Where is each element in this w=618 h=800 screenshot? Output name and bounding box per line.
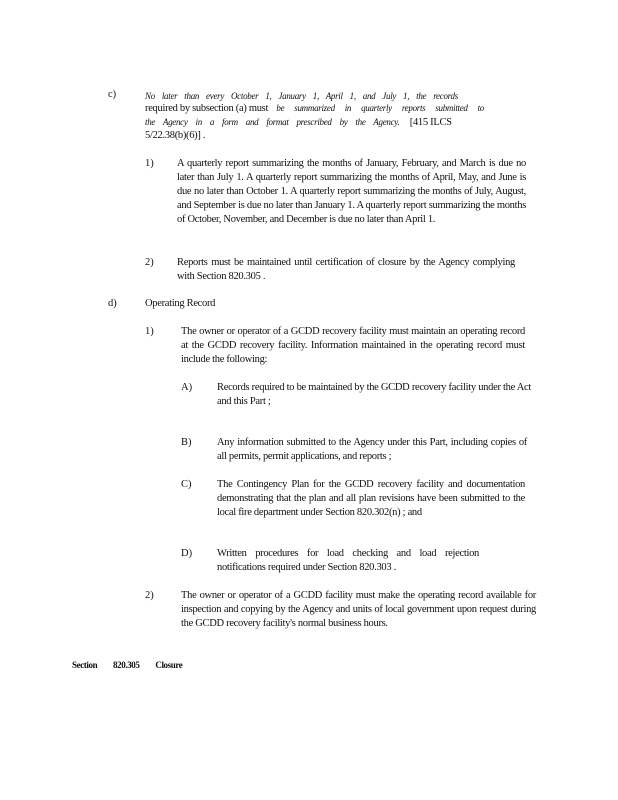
d-item1-sub-a-text: Records required to be maintained by the GCDD recovery facility under the Act and this Part ;	[217, 382, 531, 407]
statute-citation: [415 ILCS	[409, 117, 452, 128]
subsection-c-line2-italic: be summarized in quarterly reports submitted to	[276, 103, 484, 113]
subsection-c-line2-regular: required by subsection (a) must	[145, 103, 269, 114]
c-item2-text: Reports must be maintained until certification of closure by the Agency complying with Section 820.305 .	[177, 257, 515, 282]
d-item1-sub-d-text: Written procedures for load checking and load rejection notifications required under Section 820.303 .	[217, 548, 479, 573]
subsection-c-line3	[145, 115, 545, 130]
c-item1-text: A quarterly report summarizing the months of January, February, and March is due no later than July 1. A quarterly report summarizing the months of April, May, and June is due no later than October 1. A quarterly report summarizing the months of July, August, and September is due no later than January 1. A quarterly report summarizing the months of October, November, and December is due no later than April 1.	[177, 158, 526, 225]
d-item1-sub-b-label: B)	[181, 437, 192, 448]
c-item2-label: 2)	[145, 257, 154, 268]
section-heading: Section 820.305 Closure	[72, 660, 183, 670]
subsection-c-label: c)	[108, 89, 117, 100]
subsection-d-title: Operating Record	[145, 298, 216, 309]
subsection-c-line4: 5/22.38(b)(6)] .	[145, 130, 206, 141]
d-item1-sub-c-text: The Contingency Plan for the GCDD recovery facility and documentation demonstrating that the plan and all plan revisions have been submitted to the local fire department under Section 820.302(n) ; and	[217, 479, 525, 518]
d-item1-label: 1)	[145, 326, 154, 337]
d-item2-label: 2)	[145, 590, 154, 601]
d-item1-text: The owner or operator of a GCDD recovery facility must maintain an operating record at the GCDD recovery facility. Information maintained in the operating record must include the following:	[181, 326, 525, 365]
d-item1-sub-a-label: A)	[181, 382, 193, 393]
d-item2-text: The owner or operator of a GCDD facility must make the operating record available for inspection and copying by the Agency and units of local government upon request during the GCDD recovery facility's normal business hours.	[181, 590, 536, 629]
subsection-c-line2	[145, 101, 545, 116]
subsection-c-line1: No later than every October 1, January 1, April 1, and July 1, the records	[145, 91, 458, 101]
d-item1-sub-d-label: D)	[181, 548, 193, 559]
d-item1-sub-c-label: C)	[181, 479, 192, 490]
subsection-c-line3-italic: the Agency in a form and format prescribed by the Agency.	[145, 117, 400, 127]
subsection-d-label: d)	[108, 298, 117, 309]
c-item1-label: 1)	[145, 158, 154, 169]
d-item1-sub-b-text: Any information submitted to the Agency under this Part, including copies of all permits, permit applications, and reports ;	[217, 437, 527, 462]
